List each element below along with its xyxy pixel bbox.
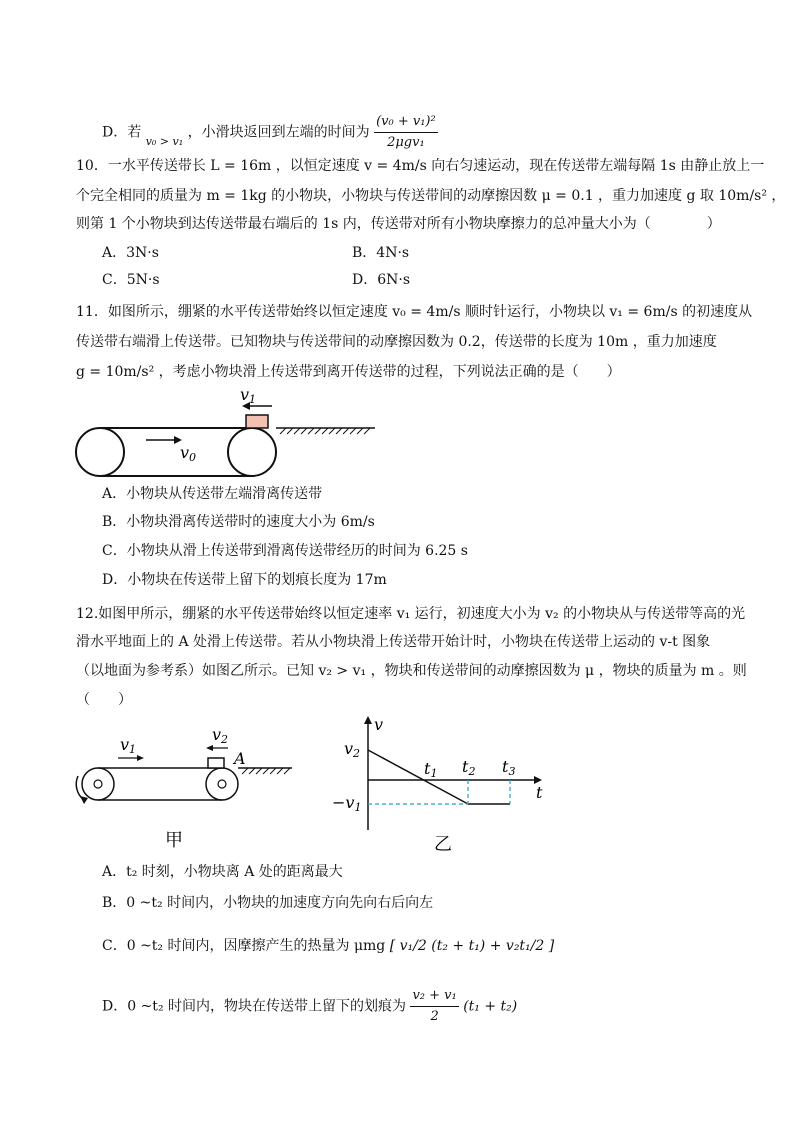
q11-right-roller <box>228 428 276 476</box>
q11-conveyor-figure <box>70 384 380 480</box>
q12-option-d <box>102 986 517 1027</box>
q12-v2-label: v2 <box>212 725 229 746</box>
q11-option-b: B．小物块滑离传送带时的速度大小为 6m/s <box>102 514 375 530</box>
q11-block <box>246 415 268 428</box>
q12-figure-yi <box>330 712 560 862</box>
q11-option-c: C．小物块从滑上传送带到滑离传送带经历的时间为 6.25 s <box>102 543 468 559</box>
q12-option-d-fraction <box>410 986 458 1027</box>
q12-block <box>208 758 224 768</box>
q11-line-1: 11．如图所示，绷紧的水平传送带始终以恒定速度 v₀ = 4m/s 顺时针运行，小物块以 v₁ = 6m/s 的初速度从 <box>76 304 753 320</box>
q12-option-d-denominator: 2 <box>430 1009 439 1024</box>
q11-v0-label: v0 <box>180 443 197 464</box>
q10-option-d: D．6N·s <box>352 272 411 288</box>
q11-line-3: g = 10m/s² ，考虑小物块滑上传送带到离开传送带的过程，下列说法正确的是（ ） <box>76 364 621 380</box>
q10-option-a: A．3N·s <box>102 245 159 261</box>
q12-caption-jia: 甲 <box>165 830 183 851</box>
q11-ground-hatch <box>280 428 370 434</box>
q12-option-c-prefix: C．0 ~t₂ 时间内，因摩擦产生的热量为 μmg <box>102 938 386 954</box>
q12-ground-hatch <box>242 768 290 774</box>
q12-line-3: （以地面为参考系）如图乙所示。已知 v₂ > v₁ ，物块和传送带间的动摩擦因数为 μ ，物块的质量为 m 。则 <box>76 663 747 679</box>
q12-right-roller <box>206 768 238 800</box>
q9-option-d-text: ，小滑块返回到左端的时间为 <box>187 124 370 141</box>
q12-v1-label: v1 <box>120 735 137 756</box>
q10-option-c: C．5N·s <box>102 272 160 288</box>
q12-t-axis-label: t <box>536 783 543 802</box>
q9-option-d-label: D．若 <box>102 124 142 141</box>
q12-figure-jia <box>70 718 300 858</box>
q11-v1-label: v1 <box>240 385 257 406</box>
q12-t1-tick: t1 <box>424 759 438 780</box>
q12-option-c-expression: [ v₁/2 (t₂ + t₁) + v₂t₁/2 ] <box>389 938 555 954</box>
q12-option-a: A．t₂ 时刻，小物块离 A 处的距离最大 <box>102 864 343 880</box>
q11-option-a: A．小物块从传送带左端滑离传送带 <box>102 486 323 502</box>
q12-option-b: B．0 ~t₂ 时间内，小物块的加速度方向先向右后向左 <box>102 895 434 911</box>
q9-fraction-numerator: (v₀ + v₁)² <box>374 112 438 133</box>
q12-option-d-numerator: v₂ + v₁ <box>410 986 458 1007</box>
q12-caption-yi: 乙 <box>434 834 452 855</box>
q10-line-2: 个完全相同的质量为 m = 1kg 的小物块，小物块与传送带间的动摩擦因数 μ = 0.1 ，重力加速度 g 取 10m/s² ， <box>76 188 786 204</box>
q12-left-roller <box>82 768 114 800</box>
q12-option-d-prefix: D．0 ~t₂ 时间内，物块在传送带上留下的划痕为 <box>102 998 406 1015</box>
q9-option-d <box>102 112 438 153</box>
q12-decel-line <box>368 750 468 804</box>
q12-line-1: 12.如图甲所示，绷紧的水平传送带始终以恒定速率 v₁ 运行，初速度大小为 v₂ 的小物块从与传送带等高的光 <box>76 606 746 622</box>
q12-t3-tick: t3 <box>502 757 516 778</box>
q12-option-c <box>102 936 554 956</box>
q12-line-2: 滑水平地面上的 A 处滑上传送带。若从小物块滑上传送带开始计时，小物块在传送带上运动的 v-t 图象 <box>76 634 711 650</box>
q12-v-axis-label: v <box>374 715 384 734</box>
q9-option-d-condition: v₀ > v₁ <box>145 134 184 148</box>
q12-v2-tick: v2 <box>344 739 361 760</box>
q10-line-3: 则第 1 个小物块到达传送带最右端后的 1s 内，传送带对所有小物块摩擦力的总冲量大小为（ ） <box>76 216 721 232</box>
q12-point-a: A <box>234 749 246 768</box>
q12-option-d-suffix: (t₁ + t₂) <box>463 998 518 1015</box>
q9-option-d-fraction <box>374 112 438 153</box>
q11-line-2: 传送带右端滑上传送带。已知物块与传送带间的动摩擦因数为 0.2，传送带的长度为 10m ，重力加速度 <box>76 334 717 350</box>
q11-left-roller <box>76 428 124 476</box>
q10-option-b: B．4N·s <box>352 245 410 261</box>
q12-t2-tick: t2 <box>462 757 476 778</box>
q11-option-d: D．小物块在传送带上留下的划痕长度为 17m <box>102 572 387 588</box>
q9-fraction-denominator: 2μgv₁ <box>387 135 425 150</box>
q12-neg-v1-tick: −v1 <box>332 793 362 814</box>
q10-line-1: 10．一水平传送带长 L = 16m ，以恒定速度 v = 4m/s 向右匀速运动，现在传送带左端每隔 1s 由静止放上一 <box>76 158 765 174</box>
q12-line-4: （ ） <box>76 692 132 708</box>
